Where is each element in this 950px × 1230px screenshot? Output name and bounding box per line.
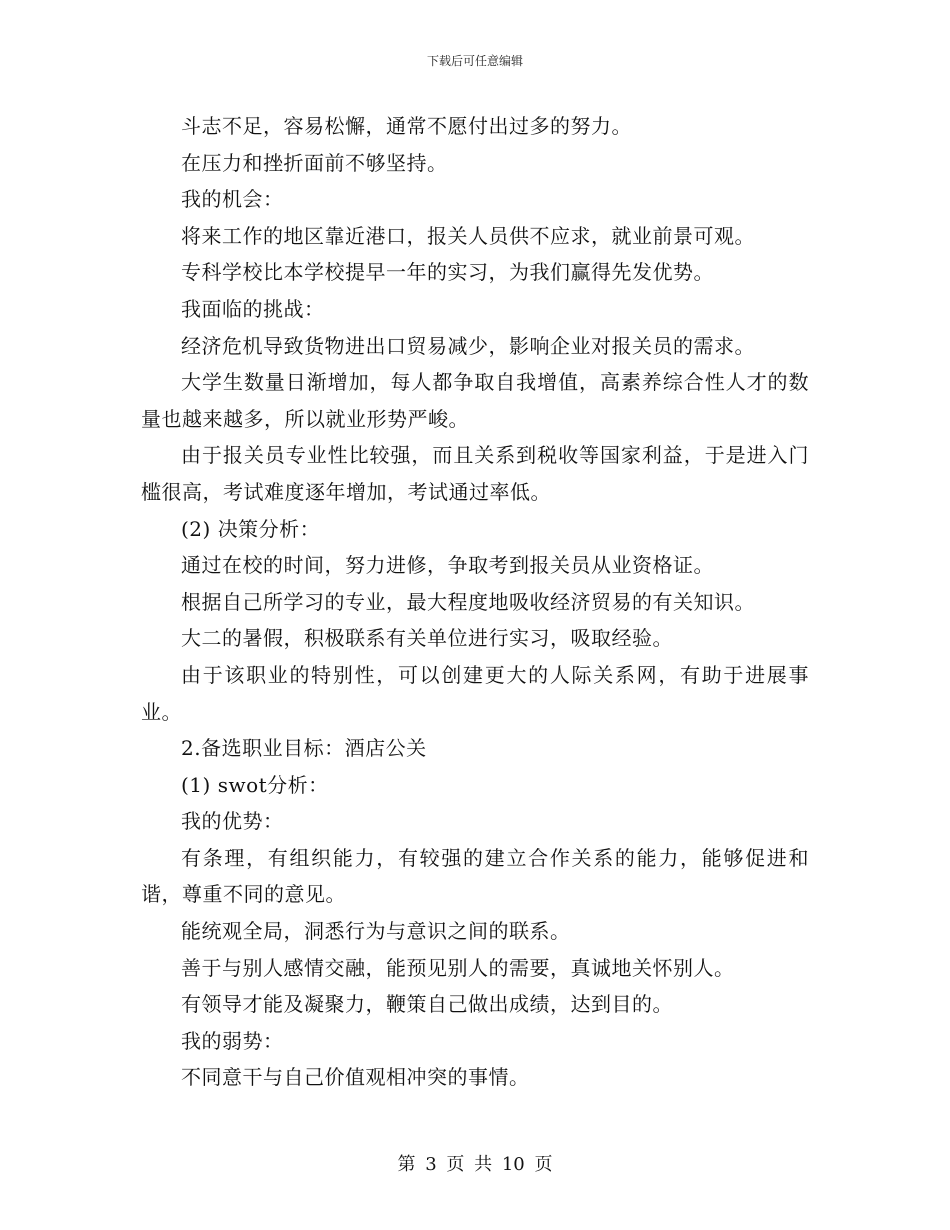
paragraph: 将来工作的地区靠近港口，报关人员供不应求，就业前景可观。 — [181, 223, 755, 248]
paragraph: 由于该职业的特别性，可以创建更大的人际关系网，有助于进展事业。 — [141, 662, 809, 724]
paragraph: 有条理，有组织能力，有较强的建立合作关系的能力，能够促进和谐，尊重不同的意见。 — [141, 845, 809, 907]
section-heading: 2.备选职业目标：酒店公关 — [181, 736, 427, 761]
page-footer: 第 3 页 共 10 页 — [397, 1154, 553, 1175]
paragraph: 在压力和挫折面前不够坚持。 — [181, 150, 448, 175]
page-header: 下载后可任意编辑 — [426, 54, 523, 68]
section-heading: 我面临的挑战： — [181, 296, 325, 321]
paragraph: 能统观全局，洞悉行为与意识之间的联系。 — [181, 919, 571, 944]
section-heading: 我的弱势： — [181, 1028, 284, 1053]
document-body — [141, 108, 809, 1096]
paragraph: 不同意干与自己价值观相冲突的事情。 — [181, 1065, 530, 1090]
paragraph: 大学生数量日渐增加，每人都争取自我增值，高素养综合性人才的数量也越来越多，所以就业形势严峻。 — [141, 370, 809, 431]
paragraph: 斗志不足，容易松懈，通常不愿付出过多的努力。 — [181, 114, 632, 138]
section-heading: (2) 决策分析： — [181, 516, 321, 541]
section-heading: 我的优势： — [181, 809, 284, 834]
paragraph: 大二的暑假，积极联系有关单位进行实习，吸取经验。 — [181, 626, 673, 651]
paragraph: 通过在校的时间，努力进修，争取考到报关员从业资格证。 — [181, 553, 714, 578]
paragraph: 根据自己所学习的专业，最大程度地吸收经济贸易的有关知识。 — [181, 589, 755, 614]
paragraph: 善于与别人感情交融，能预见别人的需要，真诚地关怀别人。 — [181, 955, 735, 980]
paragraph: 有领导才能及凝聚力，鞭策自己做出成绩，达到目的。 — [181, 992, 673, 1017]
section-heading: 我的机会： — [181, 187, 284, 212]
section-heading: (1) swot分析： — [181, 772, 329, 797]
paragraph: 经济危机导致货物进出口贸易减少，影响企业对报关员的需求。 — [181, 333, 755, 358]
paragraph: 由于报关员专业性比较强，而且关系到税收等国家利益，于是进入门槛很高，考试难度逐年增加，考试通过率低。 — [141, 443, 809, 504]
paragraph: 专科学校比本学校提早一年的实习，为我们赢得先发优势。 — [181, 260, 714, 285]
